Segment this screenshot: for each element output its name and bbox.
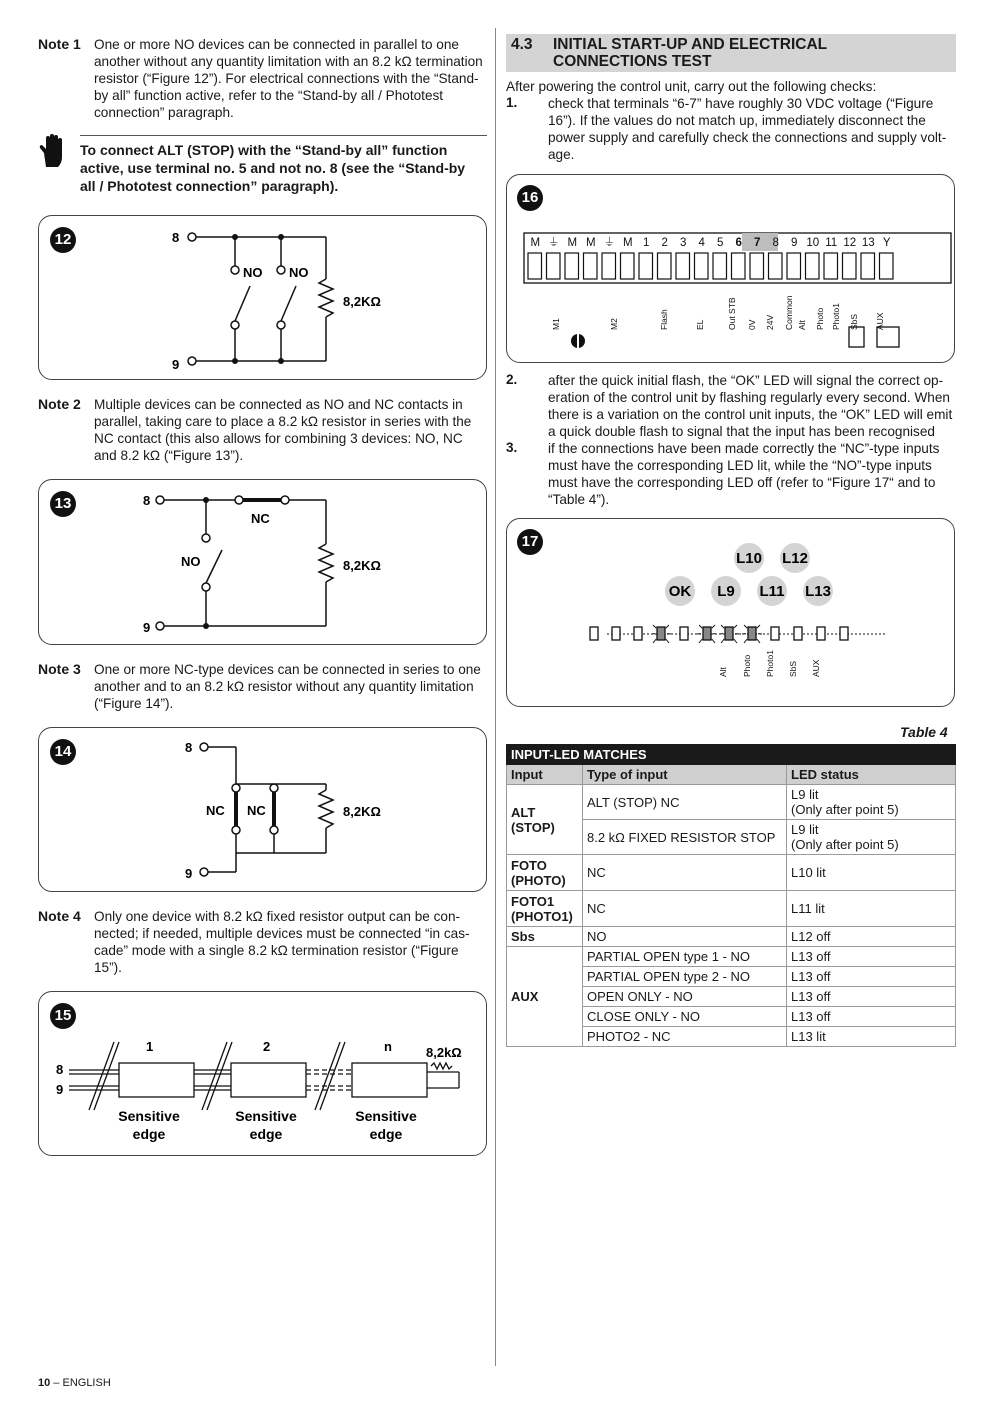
figure-13-panel (38, 479, 487, 645)
table-title: INPUT-LED MATCHES (507, 745, 956, 765)
table-row (507, 785, 956, 820)
warning-text: To connect ALT (STOP) with the “Stand-by all” function active, use terminal no. 5 and not no. 8 (see the “Stand-by all / Phototest connection” paragraph). (80, 142, 466, 194)
led-indicator (612, 627, 620, 640)
fig15-terminal-9: 9 (56, 1082, 64, 1097)
table-cell-type: PARTIAL OPEN type 1 - NO (583, 947, 787, 967)
step3-number: 3. (506, 440, 518, 455)
fig15-edge1-label2: edge (132, 1126, 166, 1142)
figure-16-terminal-board (507, 175, 954, 362)
intro-text: After powering the control unit, carry out the following checks: (506, 79, 877, 94)
figure-15-panel (38, 991, 487, 1156)
table-cell-type: 8.2 kΩ FIXED RESISTOR STOP (583, 820, 787, 855)
note3-label: Note 3 (38, 661, 81, 677)
terminal-label: 8 (772, 237, 779, 249)
led-flash-ray (712, 625, 715, 628)
note2-label: Note 2 (38, 396, 81, 412)
table-header-led: LED status (787, 765, 956, 785)
fig14-terminal-8: 8 (185, 740, 193, 755)
section-title-line1: INITIAL START-UP AND ELECTRICAL (553, 36, 828, 53)
figure-15-number: 15 (50, 1003, 76, 1029)
table-row (507, 891, 956, 927)
terminal-label: 7 (754, 237, 761, 249)
step1-text: check that terminals “6-7” have roughly 30 VDC voltage (“Figure 16”). If the values do not match up, immediately disconnect the power supply and carefully check the connections and supply volt- age. (548, 96, 947, 162)
led-flash-ray (653, 639, 656, 643)
led-indicator (634, 627, 642, 640)
table-cell-type: NC (583, 891, 787, 927)
note1-text: One or more NO devices can be connected in parallel to one another without any quantity limitation with an 8.2 kΩ termination resistor (“Figure 12”). For electrical connections with the “Stand- by all” function active, refer to the “Stand-by all / Phototest connection” paragraph. (94, 37, 483, 120)
fig14-resistor-label: 8,2KΩ (343, 804, 381, 819)
fig15-edge2-label2: edge (249, 1126, 283, 1142)
terminal-label: 2 (661, 237, 668, 249)
table-header-input: Input (507, 765, 583, 785)
terminal-function-label: M1 (551, 318, 561, 330)
figure-14-number: 14 (50, 739, 76, 765)
table-row (507, 947, 956, 967)
figure-14-diagram (39, 728, 486, 891)
terminal-label: 9 (791, 237, 798, 249)
fig12-resistor-label: 8,2KΩ (343, 294, 381, 309)
led-flash-ray (721, 625, 724, 628)
led-flash-ray (653, 625, 656, 628)
fig12-no2: NO (289, 265, 309, 280)
terminal-function-label: Common (784, 295, 794, 330)
table-header-type: Type of input (583, 765, 787, 785)
figure-13-number: 13 (50, 491, 76, 517)
figure-12-diagram (39, 216, 486, 379)
led-indicator (771, 627, 779, 640)
led-indicator (657, 627, 665, 640)
terminal-label: M (567, 237, 578, 249)
fig12-terminal-9: 9 (172, 357, 180, 372)
hand-stop-icon (38, 133, 70, 169)
step2-number: 2. (506, 372, 518, 387)
figure-12-panel (38, 215, 487, 380)
table-cell-type: ALT (STOP) NC (583, 785, 787, 820)
led-flash-ray (666, 639, 669, 643)
note4-label: Note 4 (38, 908, 81, 924)
warning-divider (80, 135, 487, 136)
terminal-function-label: 24V (765, 314, 775, 330)
led-input-label: SbS (788, 660, 798, 677)
figure-16-panel (506, 174, 955, 363)
fig13-no: NO (181, 554, 201, 569)
table-cell-led: L13 off (787, 987, 956, 1007)
led-indicator (590, 627, 598, 640)
led-input-label: AUX (811, 659, 821, 677)
terminal-label: M (622, 237, 633, 249)
table-cell-led: L10 lit (787, 855, 956, 891)
terminal-function-label: Photo (815, 307, 825, 330)
note4-text: Only one device with 8.2 kΩ fixed resistor output can be con- nected; if needed, multiple devices must be connected “in cas- cade” mode with a single 8.2 kΩ termination resistor (“Figure 15”). (94, 909, 470, 975)
figure-17-panel (506, 518, 955, 707)
fig15-edgen-label2: edge (369, 1126, 403, 1142)
terminal-label: 5 (717, 237, 724, 249)
terminal-label: 13 (861, 237, 875, 249)
terminal-label: 12 (843, 237, 857, 249)
fig12-terminal-8: 8 (172, 230, 180, 245)
fig12-no1: NO (243, 265, 263, 280)
table-row (507, 927, 956, 947)
terminal-function-label: Out STB (727, 297, 737, 330)
table-cell-type: CLOSE ONLY - NO (583, 1007, 787, 1027)
led-indicator (817, 627, 825, 640)
fig15-edgen-label1: Sensitive (355, 1108, 417, 1124)
fig14-nc1: NC (206, 803, 225, 818)
led-flash-ray (744, 625, 747, 628)
fig15-edge2-label1: Sensitive (235, 1108, 297, 1124)
fig15-terminal-8: 8 (56, 1062, 64, 1077)
led-input-label: Alt (718, 667, 728, 677)
led-flash-ray (734, 639, 737, 643)
terminal-function-label: Alt (797, 320, 807, 330)
fig13-terminal-9: 9 (143, 620, 151, 635)
section-number: 4.3 (511, 36, 533, 53)
led-callout-label: L11 (759, 583, 785, 600)
terminal-function-label: EL (695, 319, 705, 330)
led-indicator (703, 627, 711, 640)
figure-13-diagram (39, 480, 486, 644)
table-cell-led: L9 lit (Only after point 5) (787, 785, 956, 820)
led-callout-label: L10 (736, 550, 762, 567)
note1-label: Note 1 (38, 36, 81, 52)
led-flash-ray (666, 625, 669, 628)
table-row (507, 855, 956, 891)
table-cell-type: NO (583, 927, 787, 947)
table-cell-input: ALT (STOP) (507, 785, 583, 855)
step2-text: after the quick initial flash, the “OK” LED will signal the correct op- eration of the control unit by flashing regularly every second. When there is a variation on the control unit inputs, the “OK” LED will emit a quick double flash to signal that the input has been recognised (548, 373, 953, 439)
fig15-edgen-number: n (384, 1039, 392, 1054)
led-indicator (725, 627, 733, 640)
input-led-table (506, 744, 956, 1047)
fig14-terminal-9: 9 (185, 866, 193, 881)
terminal-label: M (530, 237, 541, 249)
table-cell-input: AUX (507, 947, 583, 1047)
led-flash-ray (712, 639, 715, 643)
led-flash-ray (744, 639, 747, 643)
led-indicator (840, 627, 848, 640)
fig15-edge1-label1: Sensitive (118, 1108, 180, 1124)
step1-number: 1. (506, 95, 518, 110)
note3-text: One or more NC-type devices can be connected in series to one another and to an 8.2 kΩ resistor without any quantity limitation (“Figure 14”). (94, 662, 481, 711)
table-cell-input: FOTO (PHOTO) (507, 855, 583, 891)
led-flash-ray (757, 625, 760, 628)
figure-17-number: 17 (517, 529, 543, 555)
terminal-label: 11 (825, 237, 838, 249)
table-cell-type: NC (583, 855, 787, 891)
column-divider (495, 28, 496, 1366)
fig14-nc2: NC (247, 803, 266, 818)
led-flash-ray (734, 625, 737, 628)
terminal-function-label: M2 (609, 318, 619, 330)
led-indicator (794, 627, 802, 640)
fig15-edge1-number: 1 (146, 1039, 154, 1054)
table-cell-led: L12 off (787, 927, 956, 947)
terminal-label: ⏚ (603, 237, 615, 249)
led-flash-ray (699, 625, 702, 628)
led-flash-ray (721, 639, 724, 643)
figure-12-number: 12 (50, 227, 76, 253)
terminal-label: M (585, 237, 596, 249)
led-callout-label: L12 (782, 550, 808, 567)
section-header (506, 34, 956, 72)
fig15-resistor-label: 8,2kΩ (426, 1045, 462, 1060)
terminal-label: Y (882, 237, 891, 249)
table-cell-led: L9 lit (Only after point 5) (787, 820, 956, 855)
led-callout-label: OK (668, 583, 692, 600)
led-flash-ray (757, 639, 760, 643)
fig13-resistor-label: 8,2KΩ (343, 558, 381, 573)
figure-14-panel (38, 727, 487, 892)
terminal-label: 1 (643, 237, 650, 249)
terminal-function-label: Photo1 (831, 303, 841, 330)
terminal-label: 10 (806, 237, 820, 249)
terminal-function-label: SbS (849, 313, 859, 330)
step3-text: if the connections have been made correctly the “NC”-type inputs must have the corresponding LED lit, while the “NO”-type inputs must have the corresponding LED off (refer to “Figure 17“ and to “Table 4”). (548, 441, 940, 507)
figure-15-diagram (39, 992, 486, 1155)
led-indicator (680, 627, 688, 640)
table-cell-type: OPEN ONLY - NO (583, 987, 787, 1007)
table-cell-led: L13 lit (787, 1027, 956, 1047)
section-title-line2: CONNECTIONS TEST (553, 53, 712, 70)
led-indicator (748, 627, 756, 640)
terminal-label: 6 (735, 237, 742, 249)
table-cell-input: Sbs (507, 927, 583, 947)
table-cell-led: L13 off (787, 967, 956, 987)
table-cell-led: L13 off (787, 947, 956, 967)
table-caption: Table 4 (900, 724, 948, 740)
fig15-edge2-number: 2 (263, 1039, 271, 1054)
fig13-terminal-8: 8 (143, 493, 151, 508)
led-input-label: Photo (742, 654, 752, 677)
terminal-label: 4 (698, 237, 705, 249)
terminal-label: ⏚ (548, 237, 560, 249)
led-flash-ray (699, 639, 702, 643)
table-cell-led: L11 lit (787, 891, 956, 927)
page-footer: 10 – ENGLISH (38, 1377, 111, 1389)
led-callout-label: L9 (717, 583, 735, 600)
terminal-function-label: 0V (747, 319, 757, 330)
table-cell-led: L13 off (787, 1007, 956, 1027)
led-callout-label: L13 (805, 583, 831, 600)
led-input-label: Photo1 (765, 650, 775, 677)
figure-16-number: 16 (517, 185, 543, 211)
note2-text: Multiple devices can be connected as NO and NC contacts in parallel, taking care to place a 8.2 kΩ resistor in series with the NC contact (this also allows for combining 3 devices: NO, NC and 8.2 kΩ (“Figure 13”). (94, 397, 472, 463)
table-cell-type: PHOTO2 - NC (583, 1027, 787, 1047)
table-cell-type: PARTIAL OPEN type 2 - NO (583, 967, 787, 987)
fig13-nc: NC (251, 511, 270, 526)
terminal-function-label: Flash (659, 309, 669, 330)
terminal-function-label: AUX (875, 312, 885, 330)
terminal-label: 3 (680, 237, 687, 249)
figure-17-led-diagram (507, 519, 954, 706)
table-cell-input: FOTO1 (PHOTO1) (507, 891, 583, 927)
